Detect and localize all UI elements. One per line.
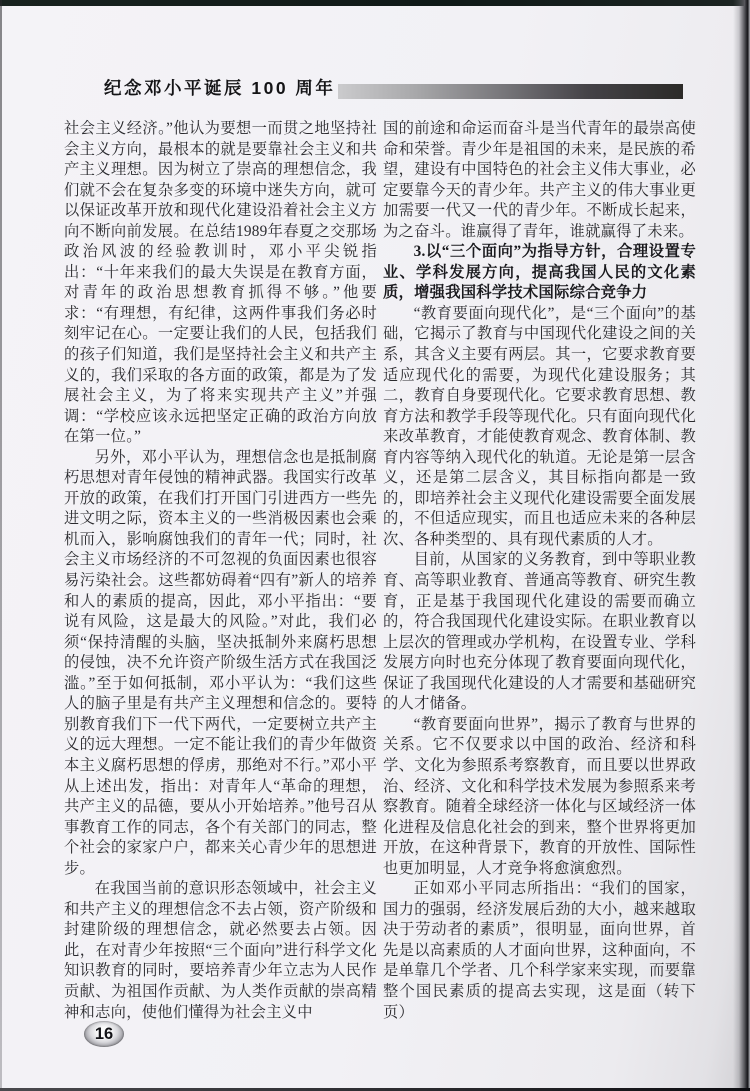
- page-number-badge: [84, 1021, 124, 1047]
- page-title: 纪念邓小平诞辰 100 周年: [104, 78, 336, 98]
- scan-edge-left: [0, 0, 2, 1091]
- scan-edge-right: [733, 0, 750, 1091]
- paragraph: 正如邓小平同志所指出：“我们的国家，国力的强弱，经济发展后劲的大小，越来越取决于劳动者的素质”，很明显，面向世界，首先是以高素质的人才面向世界，这种面向，不是单靠几个学者、几个科学家来实现，而要靠整个国民素质的提高去实现，这是面（转下页）: [383, 880, 696, 1021]
- paragraph: 国的前途和命运而奋斗是当代青年的最崇高使命和荣誉。青少年是祖国的未来，是民族的希望，建设有中国特色的社会主义伟大事业，必定要靠今天的青少年。共产主义的伟大事业更加需要一代又一代的青少年。不断成长起来，为之奋斗。谁赢得了青年，谁就赢得了未来。: [383, 120, 696, 240]
- text-column-right: [383, 119, 696, 1023]
- paragraph: 在我国当前的意识形态领域中，社会主义和共产主义的理想信念不去占领，资产阶级和封建阶级的理想信念，就必然要去占领。因此，在对青少年按照“三个面向”进行科学文化知识教育的同时，要培养青少年立志为人民作贡献、为祖国作贡献、为人类作贡献的崇高精神和志向，使他们懂得为社会主义中: [64, 880, 377, 1021]
- page-number: 16: [94, 1024, 114, 1043]
- header-gradient-bar: [338, 84, 683, 99]
- section-heading: 3.以“三个面向”为指导方针，合理设置专业、学科发展方向，提高我国人民的文化素质，增强我国科学技术国际综合竞争力: [383, 243, 696, 302]
- scan-edge-top: [0, 0, 744, 6]
- paragraph: 另外，邓小平认为，理想信念也是抵制腐朽思想对青年侵蚀的精神武器。我国实行改革开放的政策，在我们打开国门引进西方一些先进文明之际，资本主义的一些消极因素也会乘机而入，影响腐蚀我们的青年一代；同时，社会主义市场经济的不可忽视的负面因素也很容易污染社会。这些都妨碍着“四有”新人的培养和人的素质的提高，因此，邓小平指出：“要说有风险，这是最大的风险。”对此，我们必须“保持清醒的头脑，坚决抵制外来腐朽思想的侵蚀，决不允许资产阶级生活方式在我国泛滥。”至于如何抵制，邓小平认为：“我们这些人的脑子里是有共产主义理想和信念的。要特别教育我们下一代下两代，一定要树立共产主义的远大理想。一定不能让我们的青少年做资本主义腐朽思想的俘虏，那绝对不行。”邓小平从上述出发，指出：对青年人“革命的理想，共产主义的品德，要从小开始培养。”他号召从事教育工作的同志，各个有关部门的同志，整个社会的家家户户，都来关心青少年的思想进步。: [64, 448, 377, 877]
- paragraph: 社会主义经济。”他认为要想一而贯之地坚持社会主义方向，最根本的就是要靠社会主义和共产主义理想。因为树立了崇高的理想信念，我们就不会在复杂多变的环境中迷失方向，就可以保证改革开放和现代化建设沿着社会主义方向不断向前发展。在总结1989年春夏之交那场政治风波的经验教训时，邓小平尖锐指出：“十年来我们的最大失误是在教育方面，对青年的政治思想教育抓得不够。”他要求：“有理想，有纪律，这两件事我们务必时刻牢记在心。一定要让我们的人民，包括我们的孩子们知道，我们是坚持社会主义和共产主义的，我们采取的各方面的政策，都是为了发展社会主义，为了将来实现共产主义”并强调：“学校应该永远把坚定正确的政治方向放在第一位。”: [64, 120, 377, 446]
- paragraph: “教育要面向现代化”，是“三个面向”的基础，它揭示了教育与中国现代化建设之间的关系，其含义主要有两层。其一，它要求教育要适应现代化的需要，为现代化建设服务；其二，教育自身要现代化。它要求教育思想、教育方法和教学手段等现代化。只有面向现代化来改革教育，才能使教育观念、教育体制、教育内容等纳入现代化的轨道。无论是第一层含义，还是第二层含义，其目标指向都是一致的，即培养社会主义现代化建设需要全面发展的，不但适应现实，而且也适应未来的各种层次、各种类型的、具有现代素质的人才。: [383, 304, 696, 548]
- paragraph: “教育要面向世界”，揭示了教育与世界的关系。它不仅要求以中国的政治、经济和科学、文化为参照系考察教育，而且要以世界政治、经济、文化和科学技术发展为参照系来考察教育。随着全球经济一体化与区域经济一体化进程及信息化社会的到来，整个世界将更加开放，在这种背景下，教育的开放性、国际性也更加明显，人才竞争将愈演愈烈。: [383, 715, 696, 877]
- text-column-left: [64, 119, 377, 1023]
- paragraph: 目前，从国家的义务教育，到中等职业教育、高等职业教育、普通高等教育、研究生教育，正是基于我国现代化建设的需要而确立的，符合我国现代化建设实际。在职业教育以上层次的管理或办学机构，在设置专业、学科发展方向时也充分体现了教育要面向现代化，保证了我国现代化建设的人才需要和基础研究的人才储备。: [383, 551, 696, 713]
